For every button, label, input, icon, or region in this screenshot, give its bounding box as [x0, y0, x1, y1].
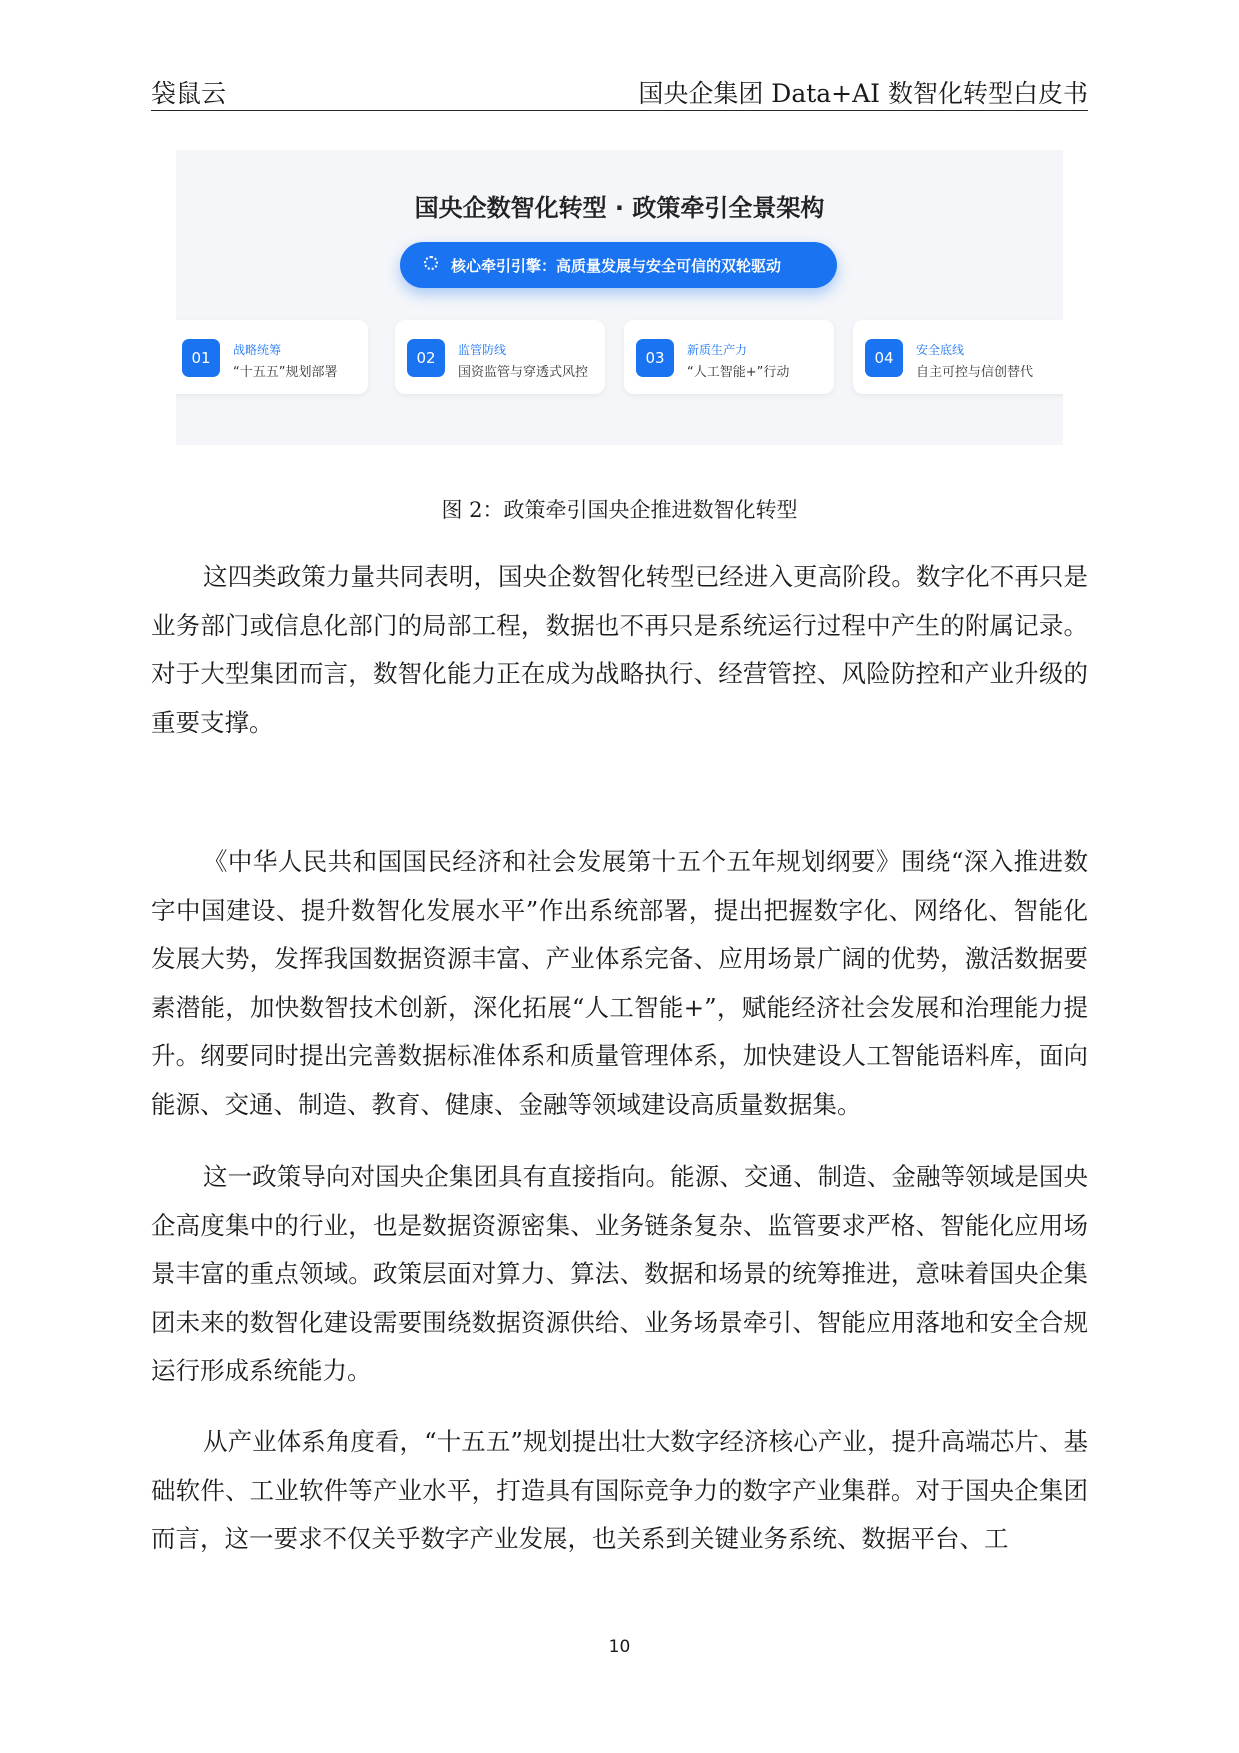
card-number-badge: 02 — [407, 339, 445, 377]
card-description: 自主可控与信创替代 — [916, 365, 1034, 380]
card-description: 国资监管与穿透式风控 — [458, 365, 589, 380]
page-number: 10 — [608, 1637, 631, 1657]
policy-card-supervision — [395, 320, 605, 394]
card-number-badge: 04 — [865, 339, 903, 377]
policy-card-strategy — [176, 320, 368, 394]
card-label: 监管防线 — [458, 343, 507, 357]
card-description: “人工智能+”行动 — [687, 365, 790, 380]
page-header — [151, 68, 1088, 111]
core-engine-text: 核心牵引引擎：高质量发展与安全可信的双轮驱动 — [451, 257, 782, 275]
card-number-badge: 01 — [182, 339, 220, 377]
card-number-badge: 03 — [636, 339, 674, 377]
card-description: “十五五”规划部署 — [233, 365, 338, 380]
header-doc-title: 国央企集团 Data+AI 数智化转型白皮书 — [638, 79, 1088, 108]
body-paragraph: 《中华人民共和国国民经济和社会发展第十五个五年规划纲要》围绕“深入推进数字中国建设、提升数智化发展水平”作出系统部署，提出把握数字化、网络化、智能化发展大势，发挥我国数据资源丰富、产业体系完备、应用场景广阔的优势，激活数据要素潜能，加快数智技术创新，深化拓展“人工智能+”，赋能经济社会发展和治理能力提升。纲要同时提出完善数据标准体系和质量管理体系，加快建设人工智能语料库，面向能源、交通、制造、教育、健康、金融等领域建设高质量数据集。 — [151, 847, 1088, 1119]
figure-caption: 图 2：政策牵引国央企推进数智化转型 — [441, 498, 798, 522]
policy-architecture-figure — [176, 150, 1063, 445]
card-label: 新质生产力 — [687, 343, 748, 357]
figure-title: 国央企数智化转型 · 政策牵引全景架构 — [414, 194, 825, 222]
body-paragraph: 这一政策导向对国央企集团具有直接指向。能源、交通、制造、金融等领域是国央企高度集中的行业，也是数据资源密集、业务链条复杂、监管要求严格、智能化应用场景丰富的重点领域。政策层面对算力、算法、数据和场景的统筹推进，意味着国央企集团未来的数智化建设需要围绕数据资源供给、业务场景牵引、智能应用落地和安全合规运行形成系统能力。 — [151, 1162, 1088, 1386]
card-label: 安全底线 — [916, 343, 965, 357]
body-paragraph: 从产业体系角度看，“十五五”规划提出壮大数字经济核心产业，提升高端芯片、基础软件、工业软件等产业水平，打造具有国际竞争力的数字产业集群。对于国央企集团而言，这一要求不仅关乎数字产业发展，也关系到关键业务系统、数据平台、工 — [151, 1427, 1088, 1554]
body-paragraph: 这四类政策力量共同表明，国央企数智化转型已经进入更高阶段。数字化不再只是业务部门或信息化部门的局部工程，数据也不再只是系统运行过程中产生的附属记录。对于大型集团而言，数智化能力正在成为战略执行、经营管控、风险防控和产业升级的重要支撑。 — [151, 562, 1088, 737]
header-brand: 袋鼠云 — [151, 79, 227, 108]
policy-card-productivity — [624, 320, 834, 394]
policy-card-security — [853, 320, 1063, 394]
card-label: 战略统筹 — [233, 343, 282, 357]
loading-circle-icon — [424, 256, 438, 270]
core-engine-pill — [400, 242, 837, 288]
